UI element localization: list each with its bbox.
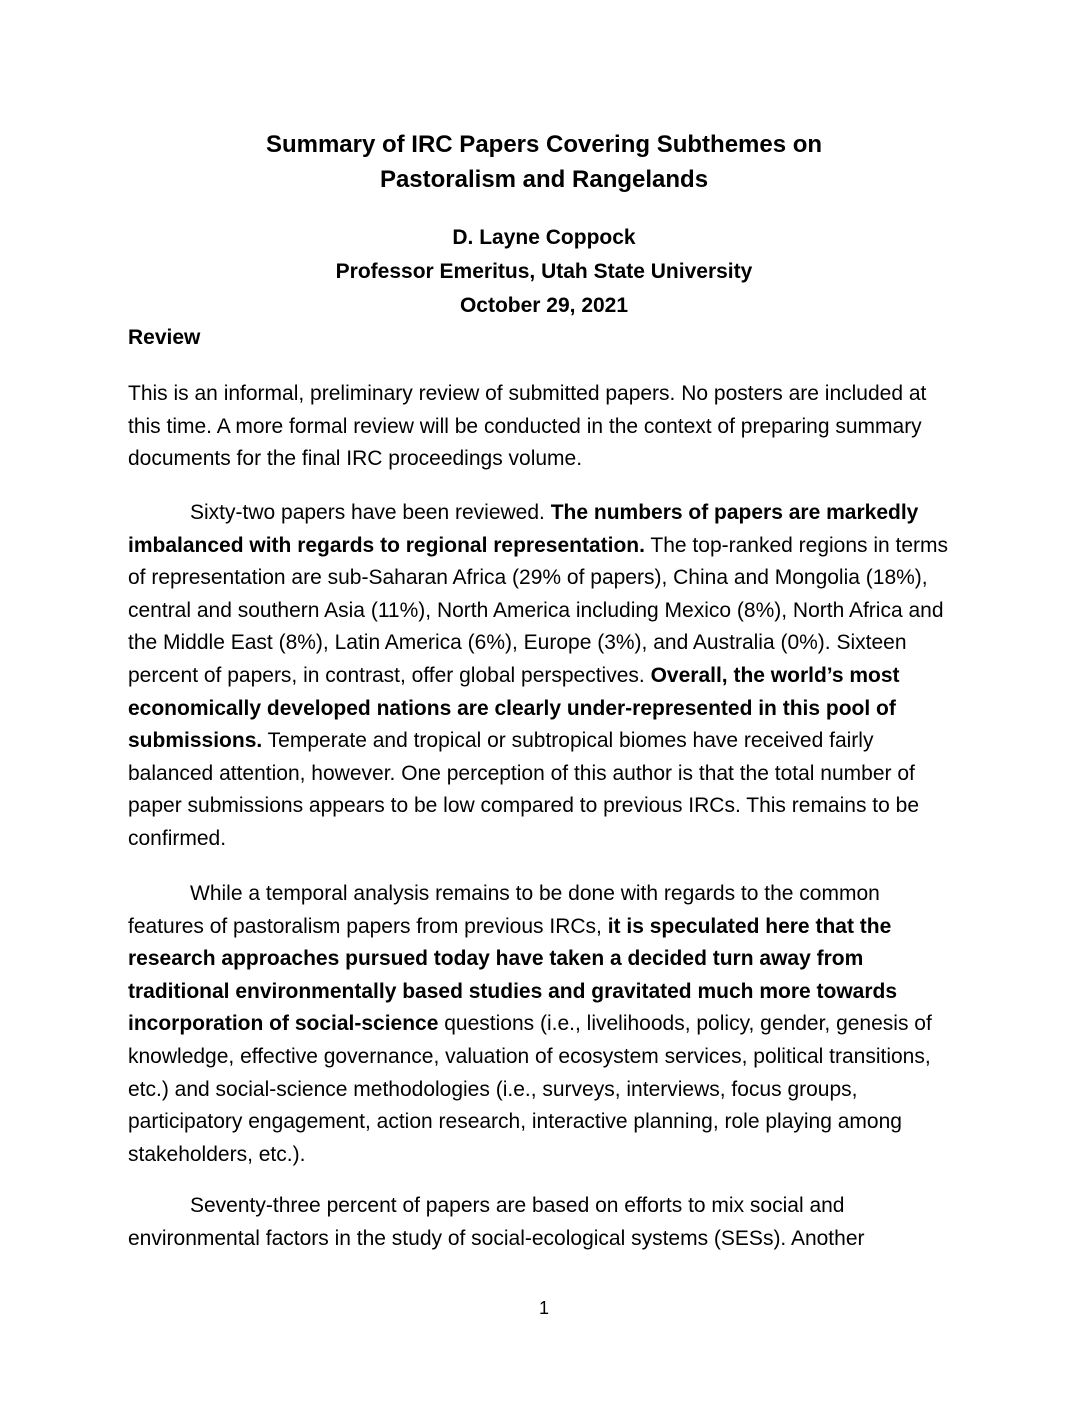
paragraph-2-emphasis-2: Overall, the world’s most economically developed nations are clearly under-represented in this pool of submissions. (128, 663, 900, 753)
paragraph-2-emphasis-1: The numbers of papers are markedly imbalanced with regards to regional representation. (128, 501, 919, 557)
paragraph-2-text-1: Sixty-two papers have been reviewed. (190, 501, 551, 524)
paragraph-1: This is an informal, preliminary review of submitted papers. No posters are included at this time. A more formal review will be conducted in the context of preparing summary documents for the final IRC proceedings volume. (128, 382, 927, 471)
paragraph-3-text-2: questions (i.e., livelihoods, policy, gender, genesis of knowledge, effective governance, valuation of ecosystem services, political transitions, etc.) and social-science methodologies (i.e., surveys, interviews, focus groups, participatory engagement, action research, interactive planning, role playing among stakeholders, etc.). (128, 1012, 932, 1166)
document-title (0, 127, 1088, 197)
paragraph-3-emphasis-1: it is speculated here that the research approaches pursued today have taken a decided turn away from traditional environmentally based studies and gravitated much more towards incorporation of social-science (128, 914, 898, 1036)
section-heading-review: Review (128, 326, 201, 349)
author-block (0, 221, 1088, 323)
paragraph-2 (128, 497, 960, 856)
page-number: 1 (538, 1298, 549, 1318)
author-affiliation: Professor Emeritus, Utah State University (335, 260, 753, 283)
paragraph-3 (128, 878, 960, 1171)
paragraph-4: Seventy-three percent of papers are based on efforts to mix social and environmental factors in the study of social-ecological systems (SESs). Another (128, 1194, 865, 1250)
paragraph-2-text-2: The top-ranked regions in terms of representation are sub-Saharan Africa (29% of papers), China and Mongolia (18%), central and southern Asia (11%), North America including Mexico (8%), North Africa and the Middle East (8%), Latin America (6%), Europe (3%), and Australia (0%). Sixteen percent of papers, in contrast, offer global perspectives. (128, 533, 949, 687)
title-line-1: Summary of IRC Papers Covering Subthemes on (265, 131, 823, 158)
document-date: October 29, 2021 (459, 294, 629, 317)
title-line-2: Pastoralism and Rangelands (379, 166, 709, 193)
paragraph-2-text-3: Temperate and tropical or subtropical biomes have received fairly balanced attention, however. One perception of this author is that the total number of paper submissions appears to be low compared to previous IRCs. This remains to be confirmed. (128, 729, 919, 850)
paragraph-3-text-1: While a temporal analysis remains to be done with regards to the common features of pastoralism papers from previous IRCs, (128, 882, 880, 938)
author-name: D. Layne Coppock (452, 226, 636, 249)
